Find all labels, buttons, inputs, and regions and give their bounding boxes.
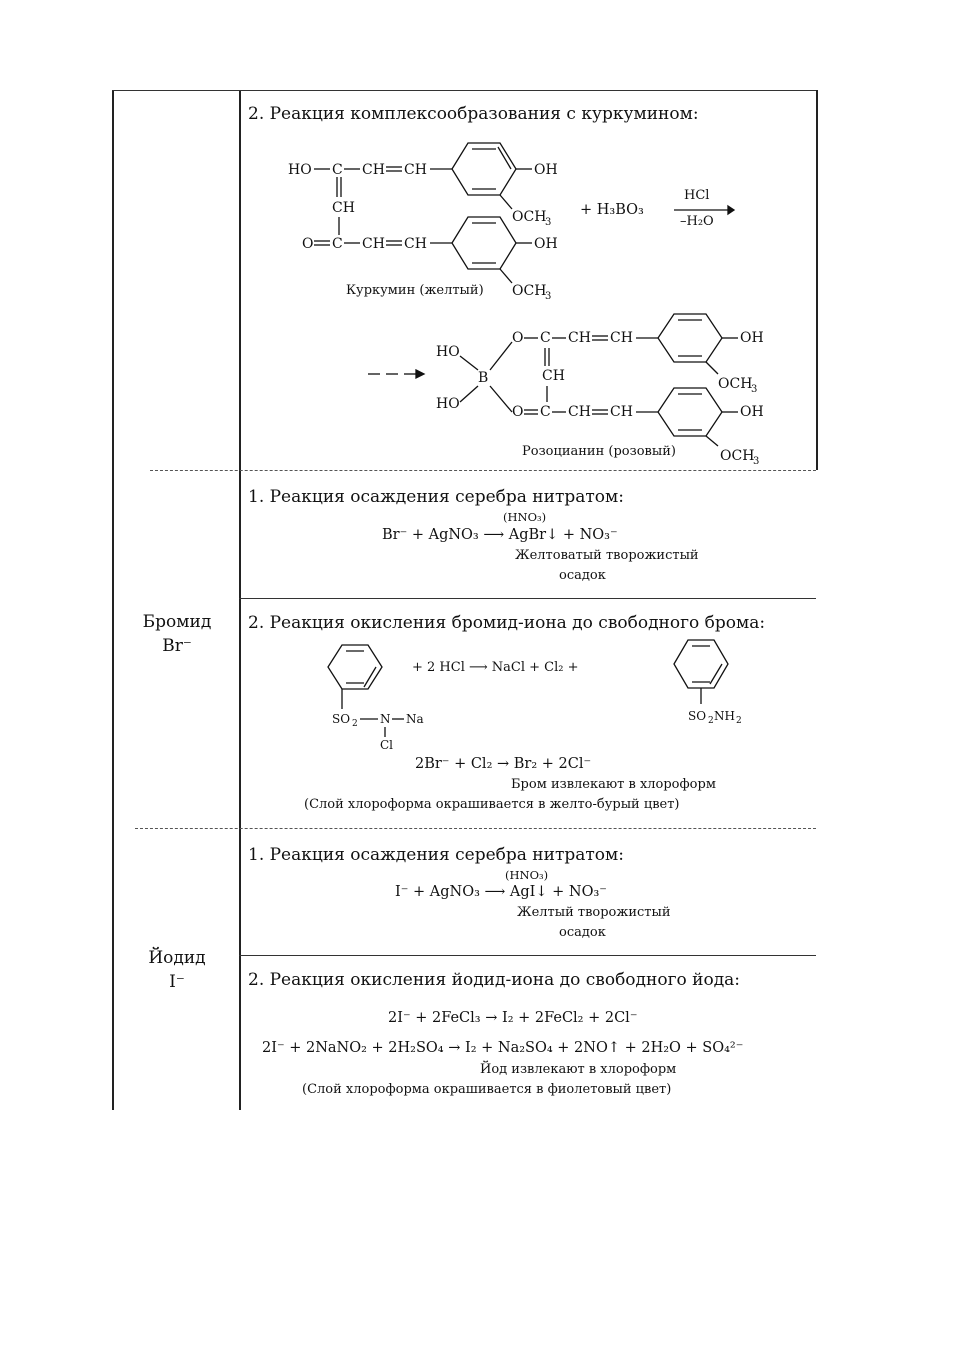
svg-text:CH: CH [332, 200, 355, 216]
iodide-reaction2-title: 2. Реакция окисления йодид-иона до свободного йода: [248, 970, 741, 990]
table-column-divider [239, 90, 241, 1110]
svg-text:CH: CH [362, 236, 385, 252]
svg-text:CH: CH [610, 404, 633, 420]
bromide-reaction1-title: 1. Реакция осаждения серебра нитратом: [248, 487, 624, 507]
table-top-border [112, 90, 816, 91]
bromide-reaction2-equation: 2Br⁻ + Cl₂ → Br₂ + 2Cl⁻ [415, 756, 592, 772]
boric-acid-reagent: + H₃BO₃ [580, 202, 644, 218]
svg-text:Na: Na [406, 712, 424, 726]
iodide-reaction2-equation1: 2I⁻ + 2FeCl₃ → I₂ + 2FeCl₂ + 2Cl⁻ [388, 1010, 638, 1026]
cell-divider-bromide [239, 598, 816, 599]
rosocyanin-caption: Розоцианин (розовый) [522, 444, 676, 459]
bromide-name: Бромид [142, 612, 212, 632]
curcumin-caption: Куркумин (желтый) [346, 283, 484, 298]
iodide-reaction2-note2: (Слой хлороформа окрашивается в фиолетовый цвет) [302, 1082, 672, 1097]
svg-text:OCH: OCH [720, 448, 755, 464]
arrow-condition-bottom: –H₂O [680, 214, 714, 229]
bromide-reaction2-note1: Бром извлекают в хлороформ [511, 777, 716, 792]
svg-text:3: 3 [545, 217, 552, 228]
bromide-reaction1-equation: Br⁻ + AgNO₃ ⟶ AgBr↓ + NO₃⁻ [382, 527, 618, 543]
cell-divider-iodide [239, 955, 816, 956]
svg-text:2: 2 [708, 716, 714, 726]
bromide-reaction1-note1: Желтоватый творожистый [515, 548, 699, 563]
svg-text:CH: CH [568, 404, 591, 420]
iodide-reaction1-condition: (HNO₃) [505, 868, 549, 882]
iodide-reaction1-title: 1. Реакция осаждения серебра нитратом: [248, 845, 624, 865]
table-left-border [112, 90, 114, 1110]
arrow-condition-top: HCl [684, 188, 710, 203]
svg-text:C: C [540, 330, 551, 346]
bromide-ion: Br⁻ [162, 636, 192, 656]
svg-text:NH: NH [714, 709, 735, 723]
svg-text:SO: SO [332, 712, 351, 726]
svg-text:CH: CH [404, 162, 427, 178]
svg-text:2: 2 [736, 716, 742, 726]
svg-text:N: N [380, 712, 391, 726]
bromide-reaction2-title: 2. Реакция окисления бромид-иона до свободного брома: [248, 613, 766, 633]
bromide-reaction1-condition: (HNO₃) [503, 510, 547, 524]
svg-text:OCH: OCH [512, 209, 547, 225]
table-right-border [816, 90, 818, 470]
svg-text:HO: HO [436, 344, 460, 360]
iodide-reaction1-note2: осадок [559, 925, 606, 940]
svg-text:C: C [332, 236, 343, 252]
svg-text:C: C [332, 162, 343, 178]
iodide-name: Йодид [148, 948, 206, 968]
svg-text:OCH: OCH [718, 376, 753, 392]
svg-text:CH: CH [362, 162, 385, 178]
curcumin-structure [280, 135, 610, 305]
svg-text:O: O [302, 236, 314, 252]
svg-text:OCH: OCH [512, 283, 547, 299]
chloramine-reaction-middle: + 2 HCl ⟶ NaCl + Cl₂ + [412, 660, 579, 675]
svg-text:3: 3 [753, 456, 760, 467]
svg-text:3: 3 [545, 291, 552, 302]
bromide-reaction1-note2: осадок [559, 568, 606, 583]
svg-text:2: 2 [352, 719, 358, 729]
svg-text:OH: OH [534, 236, 558, 252]
svg-text:HO: HO [288, 162, 312, 178]
benzenesulfonamide-structure [666, 640, 766, 730]
curcumin-reaction-title: 2. Реакция комплексообразования с куркумином: [248, 104, 699, 124]
iodide-ion: I⁻ [169, 972, 185, 992]
svg-text:B: B [478, 370, 489, 386]
svg-text:C: C [540, 404, 551, 420]
svg-text:CH: CH [542, 368, 565, 384]
iodide-reaction1-note1: Желтый творожистый [517, 905, 671, 920]
bromide-reaction2-note2: (Слой хлороформа окрашивается в желто-бурый цвет) [304, 797, 680, 812]
svg-text:CH: CH [404, 236, 427, 252]
svg-text:3: 3 [751, 384, 758, 395]
svg-text:HO: HO [436, 396, 460, 412]
svg-text:O: O [512, 330, 524, 346]
svg-text:O: O [512, 404, 524, 420]
svg-text:OH: OH [534, 162, 558, 178]
svg-text:OH: OH [740, 330, 764, 346]
svg-text:OH: OH [740, 404, 764, 420]
iodide-reaction1-equation: I⁻ + AgNO₃ ⟶ AgI↓ + NO₃⁻ [395, 884, 607, 900]
iodide-reaction2-equation2: 2I⁻ + 2NaNO₂ + 2H₂SO₄ → I₂ + Na₂SO₄ + 2NO↑ + 2H₂O + SO₄²⁻ [262, 1040, 744, 1056]
svg-text:CH: CH [568, 330, 591, 346]
iodide-reaction2-note1: Йод извлекают в хлороформ [480, 1062, 677, 1077]
svg-text:Cl: Cl [380, 738, 394, 752]
svg-text:CH: CH [610, 330, 633, 346]
row-divider-bromide-iodide [135, 828, 816, 829]
svg-text:SO: SO [688, 709, 707, 723]
